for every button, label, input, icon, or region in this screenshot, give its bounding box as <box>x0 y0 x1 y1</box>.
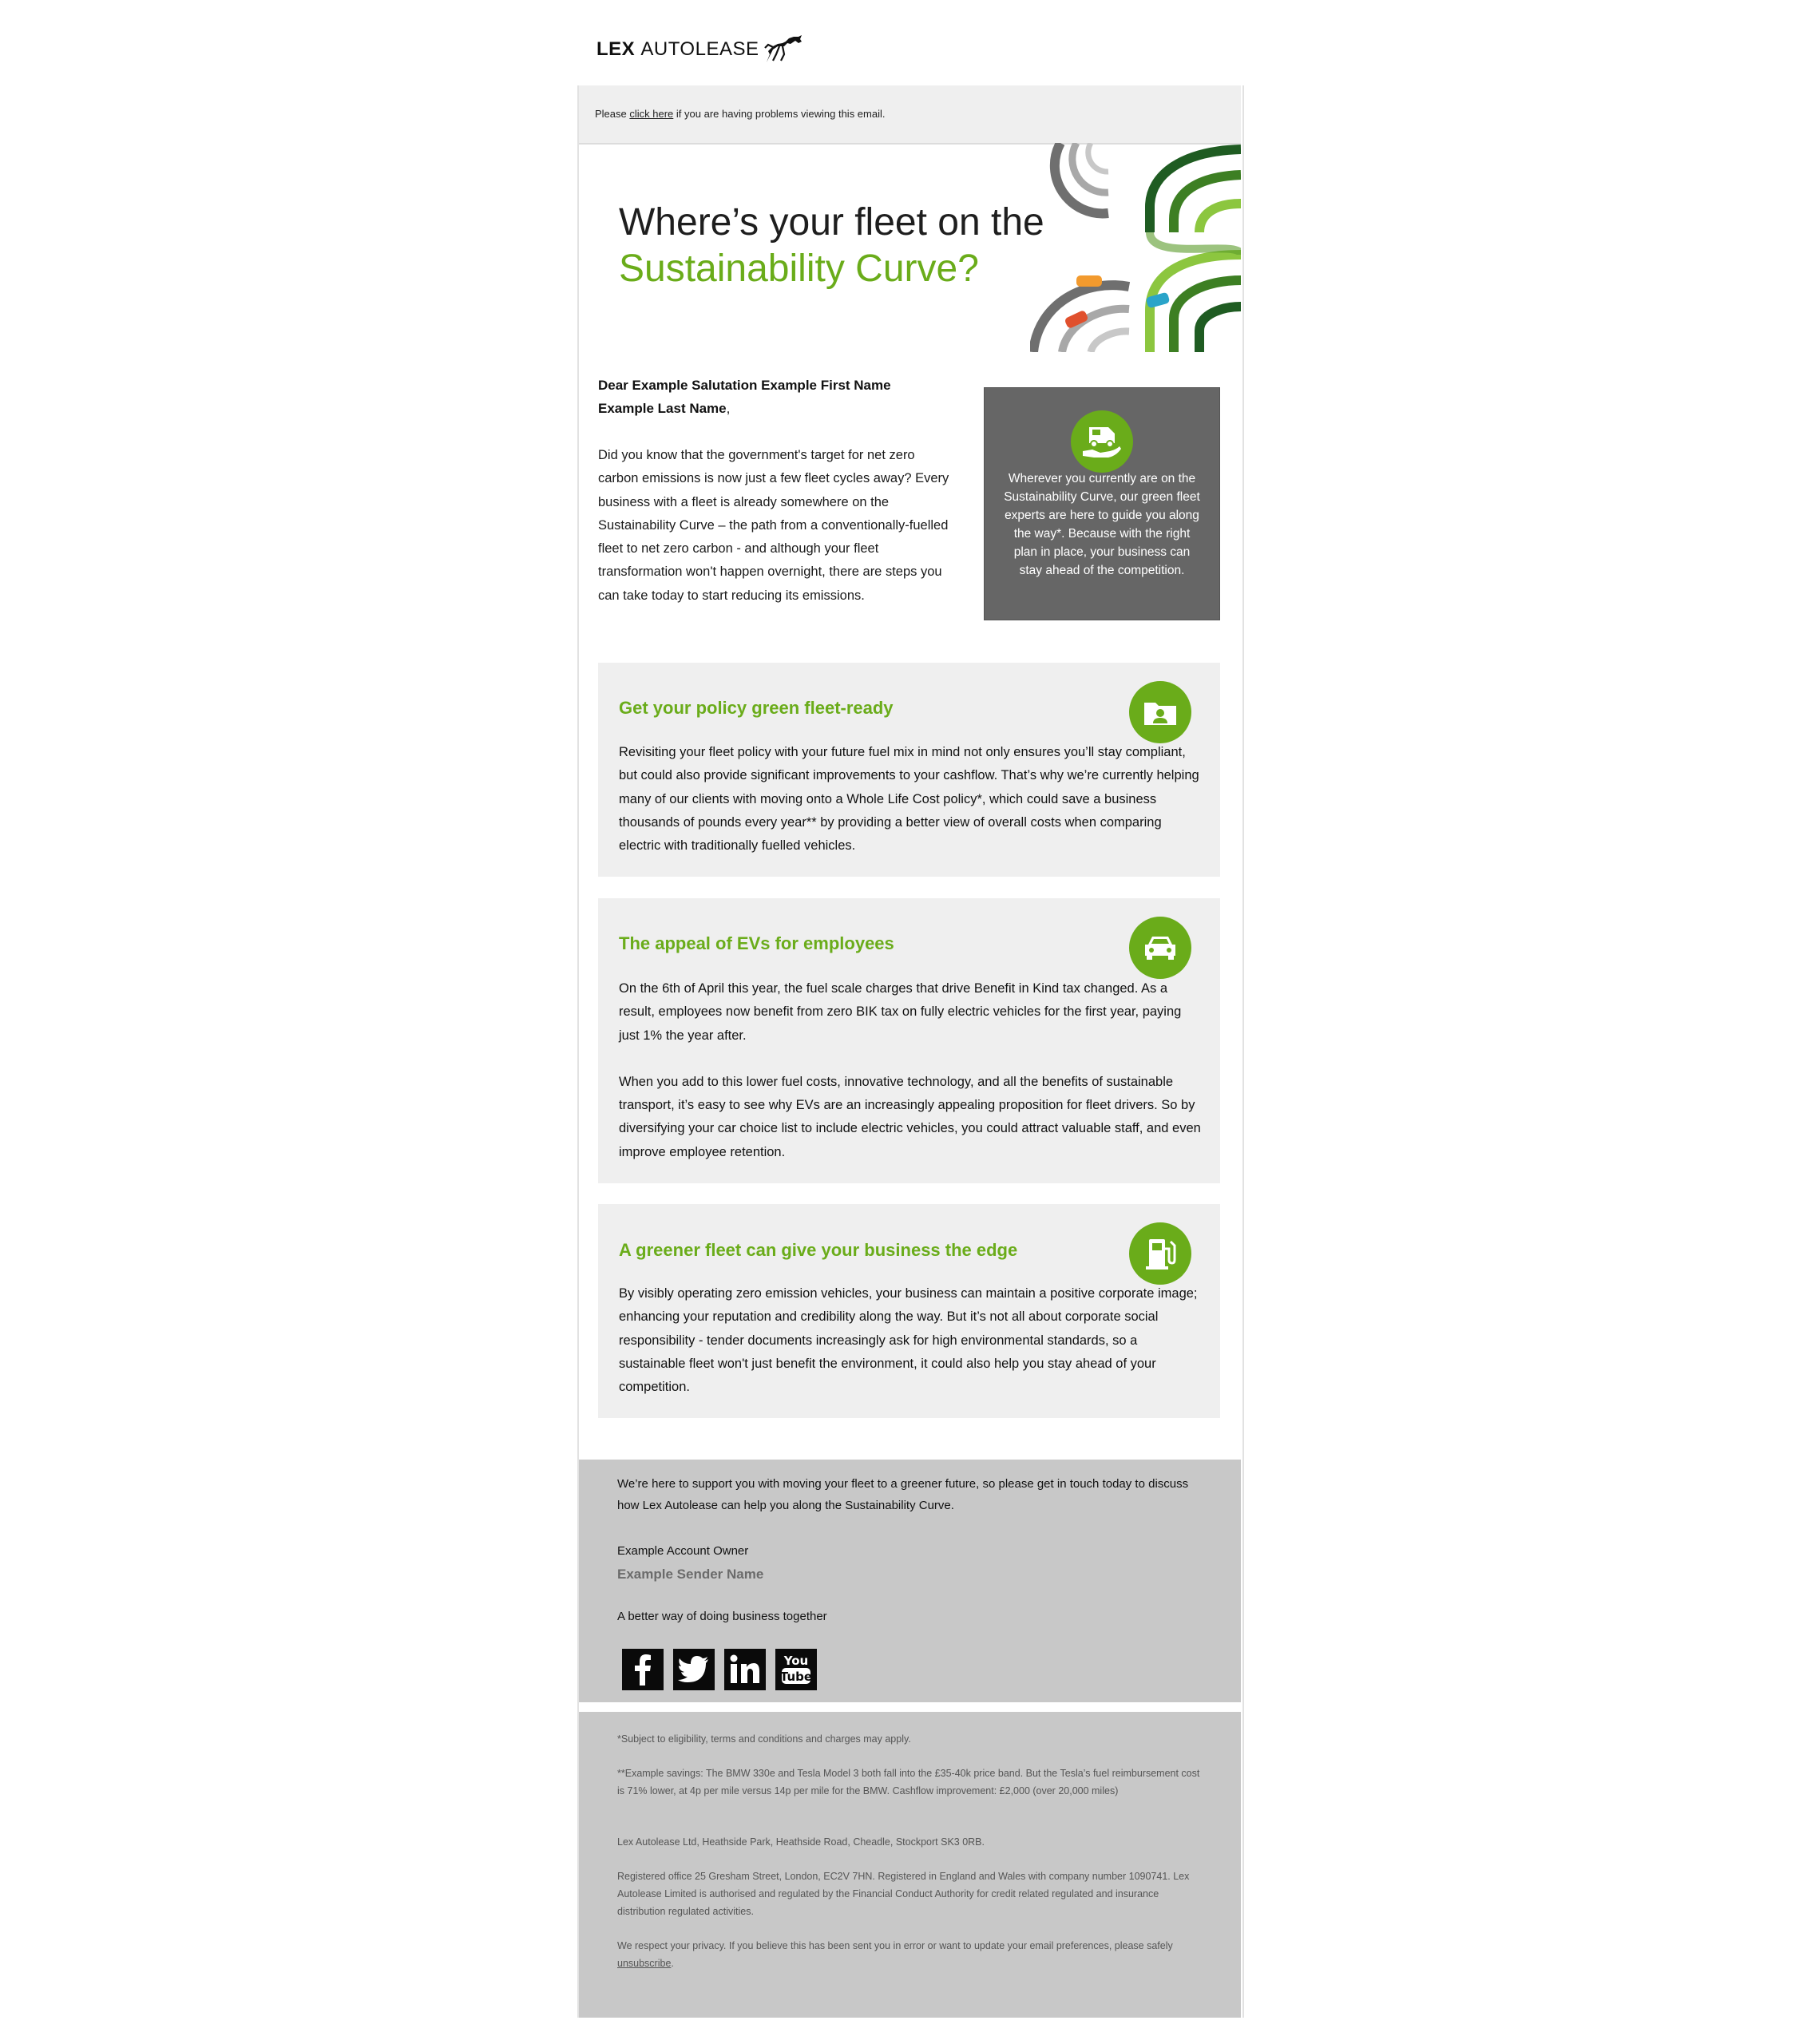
section-policy <box>598 663 1220 877</box>
legal-footer <box>579 1712 1241 2018</box>
section-title: Get your policy green fleet-ready <box>619 698 894 718</box>
social-links <box>622 1649 817 1690</box>
svg-text:Tube: Tube <box>779 1670 813 1684</box>
hero-headline <box>619 200 1044 292</box>
legal-example-savings: **Example savings: The BMW 330e and Tesla Model 3 both fall into the £35-40k price band. But the Tesla’s fuel reimbursement cost is 71% lower, at 4p per mile versus 14p per mile for the BMW. Cashflow improvement: £2,000 (over 20,000 miles) <box>617 1768 1200 1796</box>
brand-wordmark: LEX AUTOLEASE <box>596 38 759 60</box>
car-icon <box>1142 933 1179 962</box>
hero-headline-line2: Sustainability Curve? <box>619 248 979 290</box>
section-icon-circle <box>1129 681 1191 743</box>
footer-message: We’re here to support you with moving your fleet to a greener future, so please get in touch today to discuss how Lex Autolease can help you along the Sustainability Curve. <box>617 1477 1189 1512</box>
section-paragraph: On the 6th of April this year, the fuel scale charges that drive Benefit in Kind tax changed. As a result, employees now benefit from zero BIK tax on fully electric vehicles for the first year, paying just 1% the year after. <box>619 981 1182 1043</box>
svg-text:You: You <box>783 1654 809 1668</box>
legal-registered-office: Registered office 25 Gresham Street, London, EC2V 7HN. Registered in England and Wales with company number 1090741. Lex Autolease Limited is authorised and regulated by the Financial Conduct Authority for credit related regulated and insurance distribution regulated activities. <box>617 1871 1190 1917</box>
section-paragraph: Revisiting your fleet policy with your future fuel mix in mind not only ensures you’ll stay compliant, but could also provide significant improvements to your cashflow. That’s why we’re currently helping many of our clients with moving onto a Whole Life Cost policy*, which could save a business thousands of pounds every year** by providing a better view of overall costs when comparing electric with traditionally fuelled vehicles. <box>619 745 1199 854</box>
section-body <box>619 977 1202 1164</box>
car-icon <box>1076 275 1102 287</box>
tagline: A better way of doing business together <box>617 1610 827 1623</box>
twitter-icon[interactable] <box>673 1649 715 1690</box>
sender-name: Example Sender Name <box>617 1567 764 1582</box>
section-body <box>619 1282 1202 1399</box>
footer-divider <box>579 1702 1241 1712</box>
preheader-bar <box>579 85 1241 145</box>
brand-logo <box>596 30 803 69</box>
folder-person-icon <box>1143 696 1178 728</box>
view-online-link[interactable]: click here <box>629 108 674 120</box>
footer-contact <box>579 1460 1241 1702</box>
greeting: Dear Example Salutation Example First Name Example Last Name, <box>598 378 891 416</box>
section-title: A greener fleet can give your business the edge <box>619 1240 1018 1260</box>
section-paragraph: When you add to this lower fuel costs, innovative technology, and all the benefits of sustainable transport, it’s easy to see why EVs are an increasingly appealing proposition for fleet drivers. So by diversifying your car choice list to include electric vehicles, you could attract valuable staff, and even improve employee retention. <box>619 1074 1201 1159</box>
legal-privacy: We respect your privacy. If you believe this has been sent you in error or want to update your email preferences, please safely unsubscribe. <box>617 1940 1173 1969</box>
charging-station-icon <box>1144 1236 1176 1271</box>
section-paragraph: By visibly operating zero emission vehicles, your business can maintain a positive corporate image; enhancing your reputation and credibility along the way. But it’s not all about corporate social responsibility - tender documents increasingly ask for high environmental standards, so a sustainable fleet won't just benefit the environment, it could also help you stay ahead of your competition. <box>619 1286 1198 1395</box>
section-icon-circle <box>1129 917 1191 979</box>
hand-van-icon <box>1081 422 1123 461</box>
account-owner: Example Account Owner <box>617 1544 749 1558</box>
legal-disclaimer: *Subject to eligibility, terms and conditions and charges may apply. <box>617 1733 911 1745</box>
section-title: The appeal of EVs for employees <box>619 933 894 953</box>
section-icon-circle <box>1129 1222 1191 1285</box>
sustainability-curve-illustration <box>1030 143 1241 352</box>
callout-text: Wherever you currently are on the Sustainability Curve, our green fleet experts are here to guide you along the way*. Because with the right plan in place, your business can stay ahead of the competition. <box>1004 472 1200 577</box>
section-body <box>619 741 1202 858</box>
section-greener-fleet <box>598 1204 1220 1418</box>
callout-box <box>984 387 1220 620</box>
intro-paragraph: Did you know that the government's target for net zero carbon emissions is now just a few fleet cycles away? Every business with a fleet is already somewhere on the Sustainability Curve – the path from a conventionally-fuelled fleet to net zero carbon - and although your fleet transformation won't happen overnight, there are steps you can take today to start reducing its emissions. <box>598 448 949 603</box>
facebook-icon[interactable] <box>622 1649 664 1690</box>
hero-headline-line1: Where’s your fleet on the <box>619 201 1044 244</box>
section-evs-employees <box>598 898 1220 1183</box>
preheader-text: Please click here if you are having problems viewing this email. <box>595 108 886 120</box>
horse-icon <box>763 34 803 65</box>
unsubscribe-link[interactable]: unsubscribe <box>617 1957 672 1969</box>
legal-address: Lex Autolease Ltd, Heathside Park, Heathside Road, Cheadle, Stockport SK3 0RB. <box>617 1836 985 1848</box>
linkedin-icon[interactable] <box>724 1649 766 1690</box>
callout-icon-circle <box>1071 410 1133 473</box>
youtube-icon[interactable] <box>775 1649 817 1690</box>
